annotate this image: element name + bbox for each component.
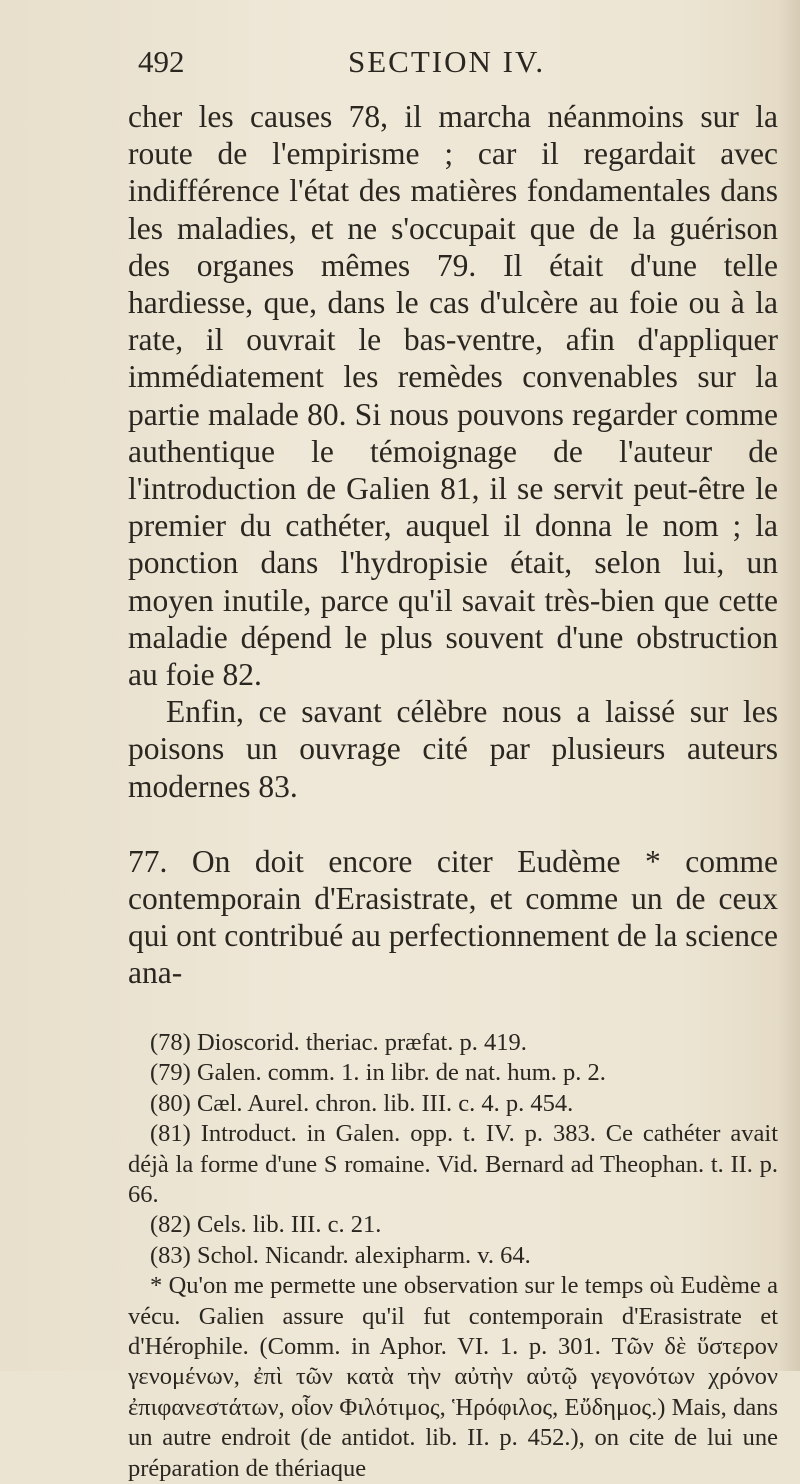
paragraph-1: cher les causes 78, il marcha néanmoins sur la route de l'empirisme ; car il regardait avec indifférence l'état des matières fondamentales dans les maladies, et ne s'occupait que de la guérison des organes mêmes 79. Il était d'une telle hardiesse, que, dans le cas d'ulcère au foie ou à la rate, il ouvrait le bas-ventre, afin d'appliquer immédiatement les remèdes convenables sur la partie malade 80. Si nous pouvons regarder comme authentique le témoignage de l'auteur de l'introduction de Galien 81, il se servit peut-être le premier du cathéter, auquel il donna le nom ; la ponction dans l'hydropisie était, selon lui, un moyen inutile, parce qu'il savait très-bien que cette maladie dépend le plus souvent d'une obstruction au foie 82. xyxy=(128,99,778,693)
page-header xyxy=(138,44,738,84)
page-number: 492 xyxy=(138,44,185,79)
footnotes xyxy=(128,1028,778,1484)
footnote-80: (80) Cæl. Aurel. chron. lib. III. c. 4. p. 454. xyxy=(150,1089,574,1117)
main-text xyxy=(128,98,778,992)
page-edge-shadow xyxy=(778,0,800,1371)
footnote-81: (81) Introduct. in Galen. opp. t. IV. p. 383. Ce cathéter avait déjà la forme d'une S romaine. Vid. Bernard ad Theophan. t. II. p. 66. xyxy=(128,1120,778,1209)
running-title: SECTION IV. xyxy=(348,44,546,79)
footnote-star: * Qu'on me permette une observation sur le temps où Eudème a vécu. Galien assure qu'il fut contemporain d'Erasistrate et d'Hérophile. (Comm. in Aphor. VI. 1. p. 301. Τῶν δὲ ὕστερον γενομένων, ἐπὶ τῶν κατὰ τὴν αὐτὴν αὐτῷ γεγονότων χρόνον ἐπιφανεστάτων, οἷον Φιλότιμος, Ἡρόφιλος, Εὔδημος.) Mais, dans un autre endroit (de antidot. lib. II. p. 452.), on cite de lui une préparation de thériaque xyxy=(128,1272,778,1482)
section-77-paragraph: 77. On doit encore citer Eudème * comme contemporain d'Erasistrate, et comme un de ceux qui ont contribué au perfectionnement de la science ana- xyxy=(128,843,778,991)
footnote-78: (78) Dioscorid. theriac. præfat. p. 419. xyxy=(150,1029,527,1056)
footnote-82: (82) Cels. lib. III. c. 21. xyxy=(150,1211,382,1239)
footnote-83: (83) Schol. Nicandr. alexipharm. v. 64. xyxy=(150,1241,531,1269)
footnote-79: (79) Galen. comm. 1. in libr. de nat. hum. p. 2. xyxy=(150,1059,606,1087)
paragraph-2: Enfin, ce savant célèbre nous a laissé sur les poisons un ouvrage cité par plusieurs auteurs modernes 83. xyxy=(128,694,778,804)
